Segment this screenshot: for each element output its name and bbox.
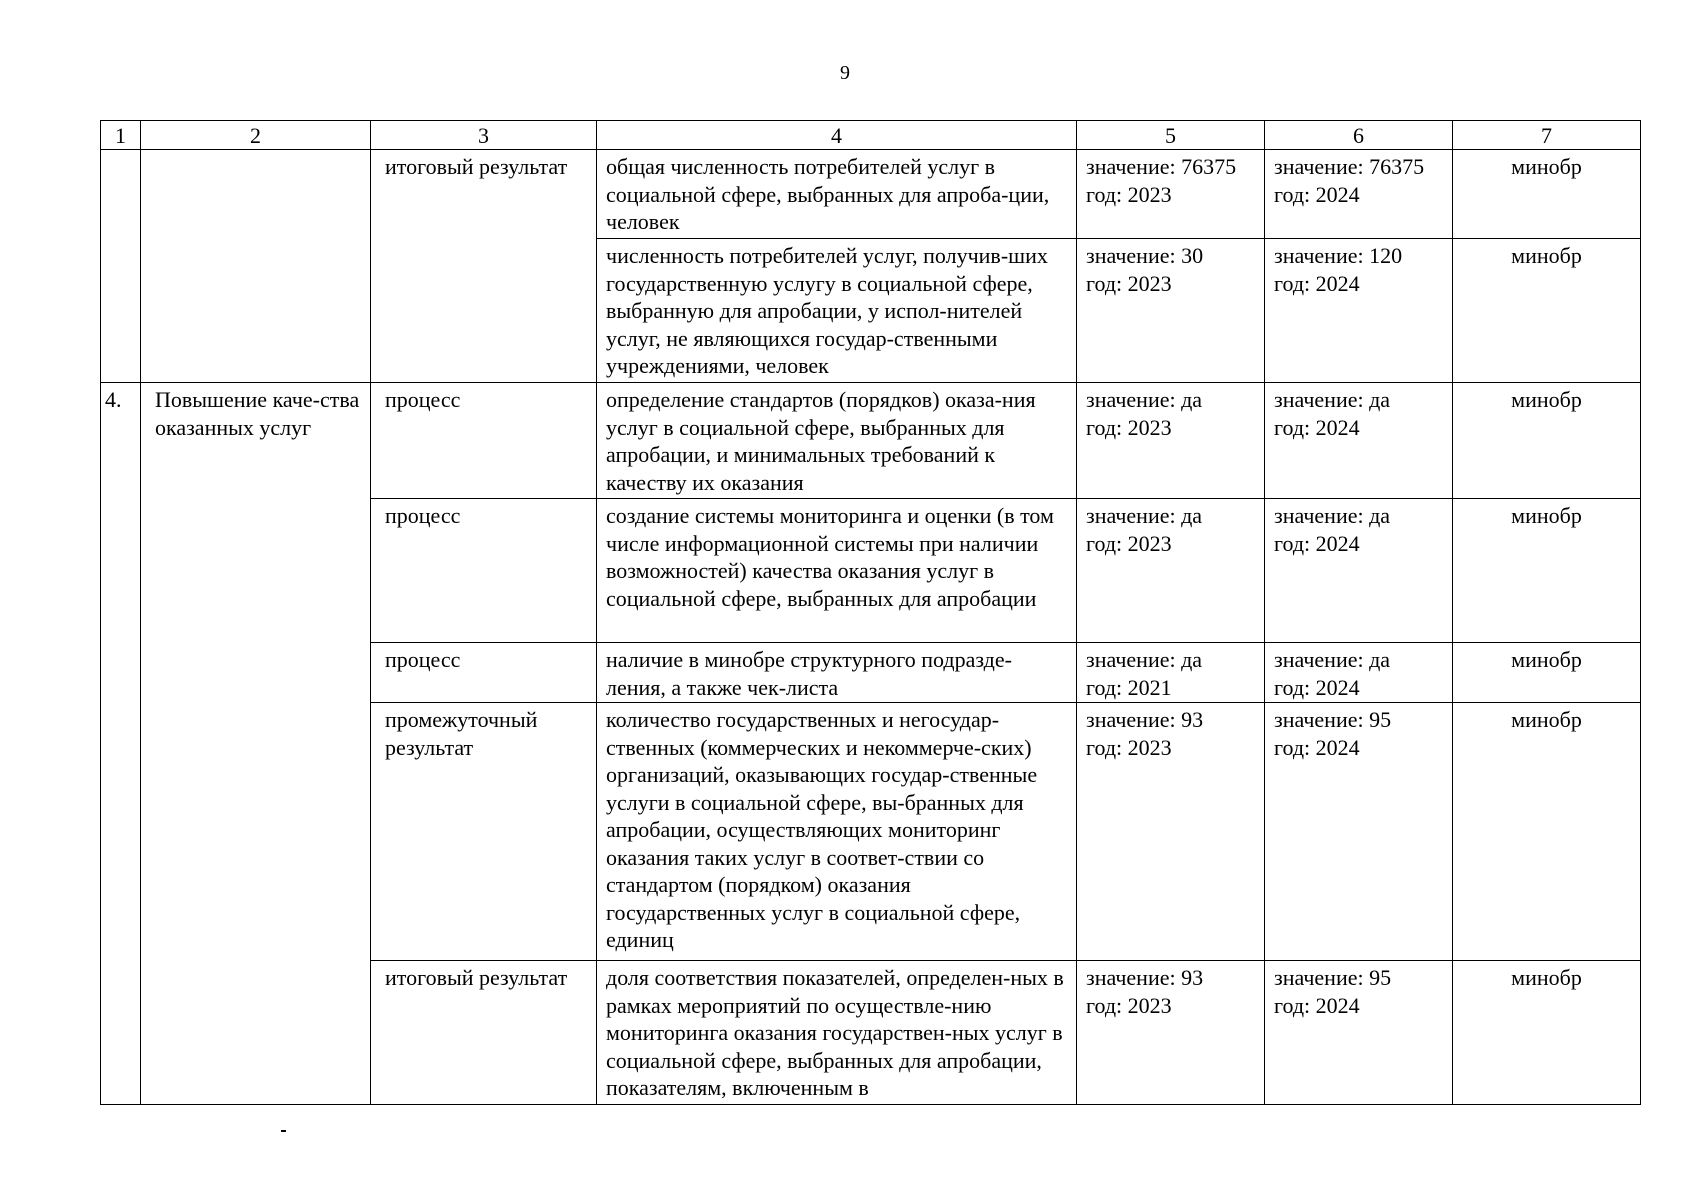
cell-base-value (1077, 239, 1265, 383)
value-text: значение: да (1086, 387, 1203, 412)
column-number: 5 (1077, 121, 1265, 150)
cell-indicator: создание системы мониторинга и оценки (в том числе информационной системы при наличии возможностей) качества оказания услуг в социальной сфере, выбранных для апробации (597, 499, 1077, 643)
cell-base-value (1077, 643, 1265, 703)
cell-number (101, 150, 141, 383)
year-text: год: 2024 (1274, 734, 1360, 760)
cell-indicator-type: итоговый результат (371, 961, 597, 1105)
cell-indicator: наличие в минобре структурного подразде-ления, а также чек-листа (597, 643, 1077, 703)
cell-task: Повышение каче-ства оказанных услуг (141, 383, 371, 1105)
year-text: год: 2023 (1086, 414, 1172, 440)
value-text: значение: да (1274, 387, 1391, 412)
cell-responsible: минобр (1453, 239, 1641, 383)
cell-base-value (1077, 150, 1265, 239)
cell-base-value (1077, 383, 1265, 499)
cell-task (141, 150, 371, 383)
column-number: 7 (1453, 121, 1641, 150)
cell-indicator-type: процесс (371, 499, 597, 643)
year-text: год: 2023 (1086, 270, 1172, 296)
year-text: год: 2023 (1086, 181, 1172, 207)
bottom-dash-mark (281, 1130, 286, 1132)
cell-responsible: минобр (1453, 383, 1641, 499)
value-text: значение: 120 (1274, 243, 1403, 268)
cell-indicator: общая численность потребителей услуг в социальной сфере, выбранных для апроба-ции, человек (597, 150, 1077, 239)
cell-target-value (1265, 499, 1453, 643)
year-text: год: 2023 (1086, 734, 1172, 760)
cell-target-value (1265, 703, 1453, 961)
cell-base-value (1077, 499, 1265, 643)
table-row (101, 383, 1641, 499)
cell-indicator-type: процесс (371, 643, 597, 703)
column-number: 4 (597, 121, 1077, 150)
cell-responsible: минобр (1453, 961, 1641, 1105)
year-text: год: 2023 (1086, 530, 1172, 556)
year-text: год: 2024 (1274, 992, 1360, 1018)
column-number-row (101, 121, 1641, 150)
cell-responsible: минобр (1453, 703, 1641, 961)
cell-number: 4. (101, 383, 141, 1105)
cell-responsible: минобр (1453, 643, 1641, 703)
cell-base-value (1077, 703, 1265, 961)
year-text: год: 2021 (1086, 674, 1172, 700)
column-number: 1 (101, 121, 141, 150)
year-text: год: 2024 (1274, 270, 1360, 296)
cell-indicator: доля соответствия показателей, определен-ных в рамках мероприятий по осуществле-нию мониторинга оказания государствен-ных услуг в социальной сфере, выбранных для апробации, показателям, включенным в (597, 961, 1077, 1105)
value-text: значение: 95 (1274, 707, 1392, 732)
year-text: год: 2024 (1274, 414, 1360, 440)
cell-indicator-type: итоговый результат (371, 150, 597, 383)
year-text: год: 2024 (1274, 674, 1360, 700)
cell-indicator-type: промежуточный результат (371, 703, 597, 961)
year-text: год: 2024 (1274, 530, 1360, 556)
value-text: значение: 76375 (1086, 154, 1237, 179)
year-text: год: 2024 (1274, 181, 1360, 207)
value-text: значение: да (1086, 503, 1203, 528)
cell-responsible: минобр (1453, 499, 1641, 643)
cell-responsible: минобр (1453, 150, 1641, 239)
value-text: значение: 30 (1086, 243, 1204, 268)
page-number: 9 (840, 62, 850, 84)
cell-target-value (1265, 961, 1453, 1105)
cell-target-value (1265, 643, 1453, 703)
cell-indicator: численность потребителей услуг, получив-ших государственную услугу в социальной сфере, выбранную для апробации, у испол-нителей услуг, не являющихся государ-ственными учреждениями, человек (597, 239, 1077, 383)
cell-base-value (1077, 961, 1265, 1105)
value-text: значение: да (1274, 503, 1391, 528)
cell-indicator-type: процесс (371, 383, 597, 499)
column-number: 3 (371, 121, 597, 150)
cell-indicator: количество государственных и негосудар-ственных (коммерческих и некоммерче-ских) организаций, оказывающих государ-ственные услуги в социальной сфере, вы-бранных для апробации, осуществляющих мониторинг оказания таких услуг в соответ-ствии со стандартом (порядком) оказания государственных услуг в социальной сфере, единиц (597, 703, 1077, 961)
value-text: значение: 93 (1086, 965, 1204, 990)
indicators-table (100, 120, 1641, 1105)
cell-target-value (1265, 383, 1453, 499)
column-number: 2 (141, 121, 371, 150)
column-number: 6 (1265, 121, 1453, 150)
value-text: значение: 76375 (1274, 154, 1425, 179)
year-text: год: 2023 (1086, 992, 1172, 1018)
table-row (101, 150, 1641, 239)
cell-target-value (1265, 239, 1453, 383)
cell-indicator: определение стандартов (порядков) оказа-ния услуг в социальной сфере, выбранных для апробации, и минимальных требований к качеству их оказания (597, 383, 1077, 499)
value-text: значение: 93 (1086, 707, 1204, 732)
value-text: значение: да (1274, 647, 1391, 672)
value-text: значение: да (1086, 647, 1203, 672)
cell-target-value (1265, 150, 1453, 239)
value-text: значение: 95 (1274, 965, 1392, 990)
